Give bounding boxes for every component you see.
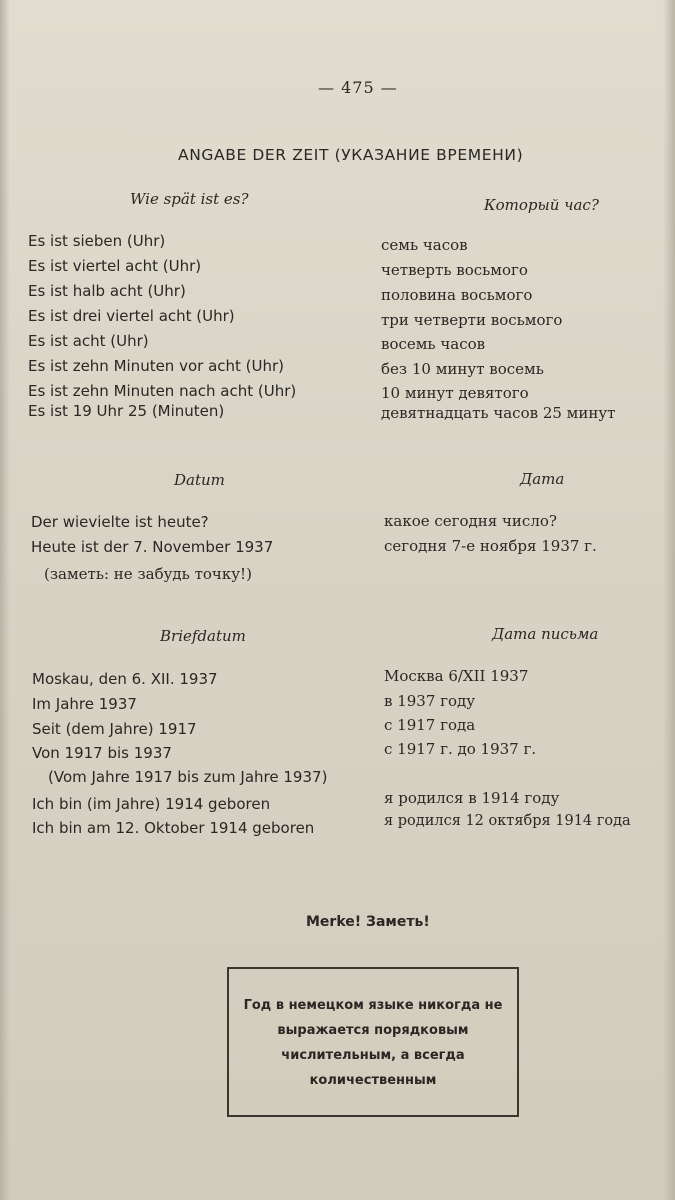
ru-line: Москва 6/XII 1937 — [384, 667, 529, 685]
section-time-ru-header: Который час? — [484, 196, 599, 214]
de-line: (Vom Jahre 1917 bis zum Jahre 1937) — [48, 768, 328, 786]
page-number: — 475 — — [318, 78, 398, 97]
ru-line: в 1937 году — [384, 692, 476, 710]
section-date-ru-header: Дата — [520, 470, 565, 488]
note-box-text: Год в немецком языке никогда не выражается порядковым числительным, а всегда количественным — [243, 998, 503, 1088]
section-letterdate-ru-header: Дата письма — [492, 625, 599, 643]
page-shadow-right — [663, 0, 675, 1200]
de-line: Es ist zehn Minuten nach acht (Uhr) — [28, 382, 297, 400]
de-line: Moskau, den 6. XII. 1937 — [32, 670, 218, 688]
section-date-de-header: Datum — [174, 471, 225, 489]
de-line: Ich bin am 12. Oktober 1914 geboren — [32, 819, 315, 837]
ru-line: восемь часов — [381, 335, 486, 353]
de-line: Es ist halb acht (Uhr) — [28, 282, 186, 300]
section-time-de-header: Wie spät ist es? — [130, 190, 249, 208]
ru-line: с 1917 г. до 1937 г. — [384, 740, 537, 758]
ru-line: семь часов — [381, 236, 468, 254]
de-line: Es ist zehn Minuten vor acht (Uhr) — [28, 357, 285, 375]
de-line: Es ist sieben (Uhr) — [28, 232, 166, 250]
de-line: Es ist acht (Uhr) — [28, 332, 149, 350]
ru-line: я родился в 1914 году — [384, 789, 560, 807]
merke-heading: Merke! Заметь! — [306, 914, 430, 930]
de-line: Im Jahre 1937 — [32, 695, 137, 713]
ru-line: какое сегодня число? — [384, 512, 557, 530]
de-line: Es ist 19 Uhr 25 (Minuten) — [28, 402, 225, 420]
de-line: Von 1917 bis 1937 — [32, 744, 172, 762]
ru-line: три четверти восьмого — [381, 311, 563, 329]
ru-line: половина восьмого — [381, 286, 533, 304]
ru-line: сегодня 7-е ноября 1937 г. — [384, 537, 597, 555]
de-line: Seit (dem Jahre) 1917 — [32, 720, 197, 738]
section-letterdate-de-header: Briefdatum — [160, 627, 246, 645]
ru-line: я родился 12 октября 1914 года — [384, 813, 631, 829]
de-line: Der wievielte ist heute? — [31, 513, 209, 531]
ru-line: четверть восьмого — [381, 261, 528, 279]
page-shadow-left — [0, 0, 10, 1200]
ru-line: 10 минут девятого — [381, 384, 529, 402]
de-line: Ich bin (im Jahre) 1914 geboren — [32, 795, 271, 813]
note-box — [227, 967, 519, 1117]
de-line: Es ist viertel acht (Uhr) — [28, 257, 202, 275]
de-line-note: (заметь: не забудь точку!) — [44, 565, 252, 583]
ru-line: девятнадцать часов 25 минут — [381, 404, 616, 422]
page-title: ANGABE DER ZEIT (УКАЗАНИЕ ВРЕМЕНИ) — [178, 146, 524, 164]
de-line: Heute ist der 7. November 1937 — [31, 538, 274, 556]
ru-line: без 10 минут восемь — [381, 360, 544, 378]
de-line: Es ist drei viertel acht (Uhr) — [28, 307, 235, 325]
ru-line: с 1917 года — [384, 716, 476, 734]
